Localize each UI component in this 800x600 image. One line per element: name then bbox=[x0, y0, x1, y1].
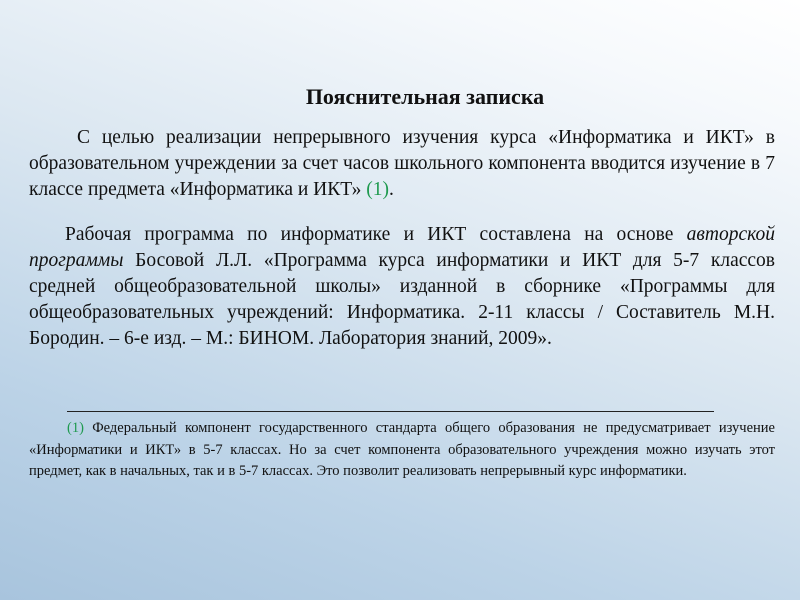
footnote-text: Федеральный компонент государственного стандарта общего образования не предусматривает изучение «Информатики и ИКТ» в 5-7 классах. Но за счет компонента образовательного учреждения можно изучать этот предмет, как в начальных, так и в 5-7 классах. Это позволит реализовать непрерывный курс информатики. bbox=[29, 420, 775, 479]
slide-title: Пояснительная записка bbox=[305, 84, 545, 109]
paragraph-program-basis bbox=[29, 222, 775, 352]
paragraph-purpose-text: С целью реализации непрерывного изучения курса «Информатика и ИКТ» в образовательном учреждении за счет часов школьного компонента вводится изучение в 7 классе предмета «Информатика и ИКТ» bbox=[29, 127, 775, 200]
footnote-divider bbox=[67, 411, 714, 412]
paragraph-purpose-end: . bbox=[389, 179, 394, 200]
paragraph-program-lead: Рабочая программа по информатике и ИКТ составлена на основе bbox=[65, 224, 687, 245]
footnote-marker: (1) bbox=[67, 420, 84, 436]
footnote-reference[interactable]: (1) bbox=[366, 179, 390, 200]
footnote bbox=[29, 418, 775, 483]
paragraph-purpose bbox=[29, 125, 775, 203]
paragraph-program-rest: Босовой Л.Л. «Программа курса информатики и ИКТ для 5-7 классов средней общеобразовательной школы» изданной в сборнике «Программы для общеобразовательных учреждений: Информатика. 2-11 классы / Составитель М.Н. Бородин. – 6-е изд. – М.: БИНОМ. Лаборатория знаний, 2009». bbox=[29, 250, 775, 349]
paragraph-program-italic: авторской программы bbox=[29, 224, 775, 271]
